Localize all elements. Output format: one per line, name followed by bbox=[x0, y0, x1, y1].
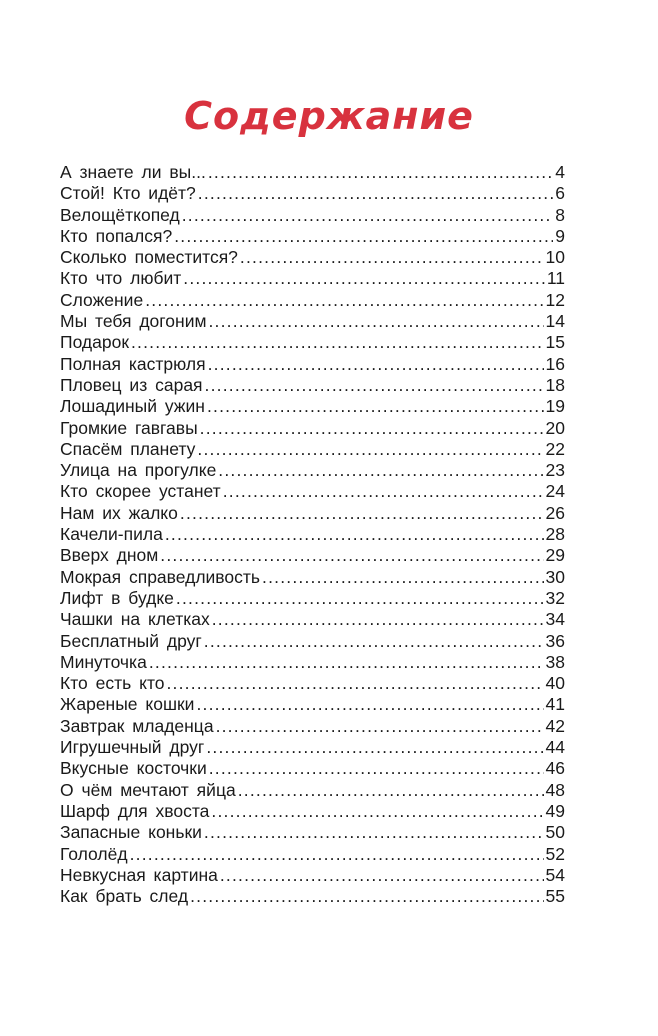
toc-dot-leader bbox=[200, 418, 544, 439]
toc-entry-title: Кто есть кто bbox=[60, 673, 165, 694]
toc-entry-page-number: 34 bbox=[545, 609, 565, 630]
toc-dot-leader bbox=[190, 886, 543, 907]
toc-dot-leader bbox=[204, 822, 544, 843]
toc-entry-title: Сложение bbox=[60, 289, 144, 310]
toc-entry-page-number: 20 bbox=[545, 417, 565, 438]
toc-dot-leader bbox=[176, 588, 544, 609]
toc-dot-leader bbox=[262, 567, 544, 588]
toc-entry bbox=[60, 844, 565, 865]
toc-entry-title: Мы тебя догоним bbox=[60, 311, 207, 332]
toc-entry-page-number: 8 bbox=[555, 204, 565, 225]
toc-dot-leader bbox=[212, 609, 544, 630]
toc-entry-page-number: 18 bbox=[545, 374, 565, 395]
toc-entry-title: Невкусная картина bbox=[60, 864, 218, 885]
toc-entry-page-number: 36 bbox=[545, 630, 565, 651]
toc-entry-title: Спасём планету bbox=[60, 438, 196, 459]
toc-entry-page-number: 52 bbox=[545, 843, 565, 864]
toc-dot-leader bbox=[145, 290, 543, 311]
toc-dot-leader bbox=[207, 396, 544, 417]
toc-entry-title: Игрушечный друг bbox=[60, 737, 205, 758]
toc-entry-title: Улица на прогулке bbox=[60, 460, 217, 481]
toc-entry bbox=[60, 652, 565, 673]
toc-dot-leader bbox=[167, 673, 544, 694]
toc-entry-title: Лошадиный ужин bbox=[60, 396, 205, 417]
toc-entry-page-number: 4 bbox=[555, 162, 565, 182]
toc-entry bbox=[60, 439, 565, 460]
toc-dot-leader bbox=[197, 439, 543, 460]
toc-entry bbox=[60, 460, 565, 481]
toc-entry-title: Подарок bbox=[60, 332, 129, 353]
toc-entry-page-number: 22 bbox=[545, 438, 565, 459]
toc-entry-page-number: 38 bbox=[545, 651, 565, 672]
toc-dot-leader bbox=[204, 631, 544, 652]
toc-entry bbox=[60, 588, 565, 609]
toc-entry-page-number: 50 bbox=[545, 822, 565, 843]
toc-entry-page-number: 49 bbox=[545, 800, 565, 821]
toc-entry-page-number: 9 bbox=[555, 225, 565, 246]
toc-entry-page-number: 15 bbox=[545, 332, 565, 353]
toc-entry-page-number: 54 bbox=[545, 864, 565, 885]
toc-entry bbox=[60, 694, 565, 715]
toc-entry-title: Шарф для хвоста bbox=[60, 800, 210, 821]
toc-entry-page-number: 29 bbox=[545, 545, 565, 566]
toc-dot-leader bbox=[223, 481, 544, 502]
toc-entry-title: Вверх дном bbox=[60, 545, 159, 566]
toc-entry bbox=[60, 481, 565, 502]
toc-entry bbox=[60, 716, 565, 737]
toc-entry-title: Вкусные косточки bbox=[60, 758, 207, 779]
toc-entry-title: Бесплатный друг bbox=[60, 630, 202, 651]
toc-dot-leader bbox=[183, 268, 545, 289]
toc-entry-page-number: 16 bbox=[545, 353, 565, 374]
toc-dot-leader bbox=[198, 183, 554, 204]
toc-entry-title: Лифт в будке bbox=[60, 587, 174, 608]
toc-entry-title: Громкие гавгавы bbox=[60, 417, 198, 438]
toc-dot-leader bbox=[209, 311, 544, 332]
toc-entry-title: О чём мечтают яйца bbox=[60, 779, 236, 800]
toc-entry-title: Гололёд bbox=[60, 843, 128, 864]
toc-entry bbox=[60, 162, 565, 183]
table-of-contents bbox=[60, 162, 565, 907]
toc-dot-leader bbox=[220, 865, 544, 886]
toc-dot-leader bbox=[240, 247, 544, 268]
toc-entry-title: Завтрак младенца bbox=[60, 715, 214, 736]
toc-entry-page-number: 6 bbox=[555, 183, 565, 204]
toc-dot-leader bbox=[160, 545, 543, 566]
toc-entry-page-number: 44 bbox=[545, 737, 565, 758]
toc-dot-leader bbox=[218, 460, 543, 481]
toc-entry bbox=[60, 567, 565, 588]
toc-dot-leader bbox=[205, 375, 544, 396]
toc-entry bbox=[60, 354, 565, 375]
toc-entry bbox=[60, 822, 565, 843]
toc-entry-title: Кто попался? bbox=[60, 225, 173, 246]
toc-entry-page-number: 30 bbox=[545, 566, 565, 587]
toc-entry bbox=[60, 609, 565, 630]
toc-entry-page-number: 46 bbox=[545, 758, 565, 779]
toc-entry-page-number: 41 bbox=[545, 694, 565, 715]
toc-entry bbox=[60, 311, 565, 332]
toc-entry-page-number: 26 bbox=[545, 502, 565, 523]
toc-entry-title: Жареные кошки bbox=[60, 694, 195, 715]
page-title: Содержание bbox=[184, 94, 474, 138]
toc-entry-title: Запасные коньки bbox=[60, 822, 202, 843]
toc-dot-leader bbox=[208, 354, 544, 375]
toc-entry-title: Стой! Кто идёт? bbox=[60, 183, 196, 204]
toc-entry-title: Мокрая справедливость bbox=[60, 566, 261, 587]
toc-entry-title: Минуточка bbox=[60, 651, 147, 672]
toc-entry-title: Как брать след bbox=[60, 886, 189, 907]
toc-entry bbox=[60, 503, 565, 524]
toc-entry bbox=[60, 332, 565, 353]
toc-entry bbox=[60, 780, 565, 801]
toc-entry-title: Нам их жалко bbox=[60, 502, 178, 523]
toc-entry bbox=[60, 524, 565, 545]
toc-entry bbox=[60, 801, 565, 822]
toc-entry-page-number: 10 bbox=[545, 247, 565, 268]
toc-entry-page-number: 23 bbox=[545, 460, 565, 481]
toc-entry-title: Велощёткопед bbox=[60, 204, 180, 225]
toc-dot-leader bbox=[208, 162, 553, 183]
toc-entry bbox=[60, 247, 565, 268]
toc-entry bbox=[60, 205, 565, 226]
toc-dot-leader bbox=[196, 694, 543, 715]
toc-entry-page-number: 42 bbox=[545, 715, 565, 736]
toc-dot-leader bbox=[130, 844, 544, 865]
toc-entry bbox=[60, 418, 565, 439]
toc-entry-page-number: 11 bbox=[546, 268, 565, 289]
toc-entry bbox=[60, 545, 565, 566]
toc-entry bbox=[60, 865, 565, 886]
toc-entry bbox=[60, 886, 565, 907]
toc-entry-page-number: 48 bbox=[545, 779, 565, 800]
toc-entry bbox=[60, 396, 565, 417]
toc-entry-page-number: 32 bbox=[545, 587, 565, 608]
toc-entry-title: Качели-пила bbox=[60, 524, 163, 545]
toc-dot-leader bbox=[182, 205, 554, 226]
toc-entry-page-number: 55 bbox=[545, 886, 565, 907]
toc-entry-page-number: 12 bbox=[545, 289, 565, 310]
toc-dot-leader bbox=[131, 332, 544, 353]
toc-entry-title: Кто скорее устанет bbox=[60, 481, 221, 502]
toc-dot-leader bbox=[149, 652, 544, 673]
toc-entry bbox=[60, 183, 565, 204]
toc-dot-leader bbox=[216, 716, 544, 737]
toc-entry-page-number: 28 bbox=[545, 524, 565, 545]
toc-entry bbox=[60, 737, 565, 758]
toc-entry-title: Пловец из сарая bbox=[60, 374, 203, 395]
toc-entry-title: Полная кастрюля bbox=[60, 353, 206, 374]
toc-dot-leader bbox=[209, 758, 544, 779]
toc-entry-title: Кто что любит bbox=[60, 268, 182, 289]
toc-entry-title: Чашки на клетках bbox=[60, 609, 210, 630]
toc-entry bbox=[60, 758, 565, 779]
toc-entry bbox=[60, 268, 565, 289]
toc-entry-title: А знаете ли вы... bbox=[60, 162, 206, 182]
toc-entry-page-number: 40 bbox=[545, 673, 565, 694]
toc-entry-page-number: 14 bbox=[545, 311, 565, 332]
toc-dot-leader bbox=[211, 801, 543, 822]
toc-entry bbox=[60, 290, 565, 311]
toc-entry bbox=[60, 631, 565, 652]
toc-dot-leader bbox=[174, 226, 553, 247]
toc-entry-page-number: 24 bbox=[545, 481, 565, 502]
toc-entry bbox=[60, 673, 565, 694]
toc-entry bbox=[60, 375, 565, 396]
toc-entry-title: Сколько поместится? bbox=[60, 247, 238, 268]
toc-dot-leader bbox=[165, 524, 544, 545]
toc-dot-leader bbox=[206, 737, 543, 758]
toc-dot-leader bbox=[238, 780, 544, 801]
toc-dot-leader bbox=[180, 503, 544, 524]
toc-entry-page-number: 19 bbox=[545, 396, 565, 417]
toc-entry bbox=[60, 226, 565, 247]
